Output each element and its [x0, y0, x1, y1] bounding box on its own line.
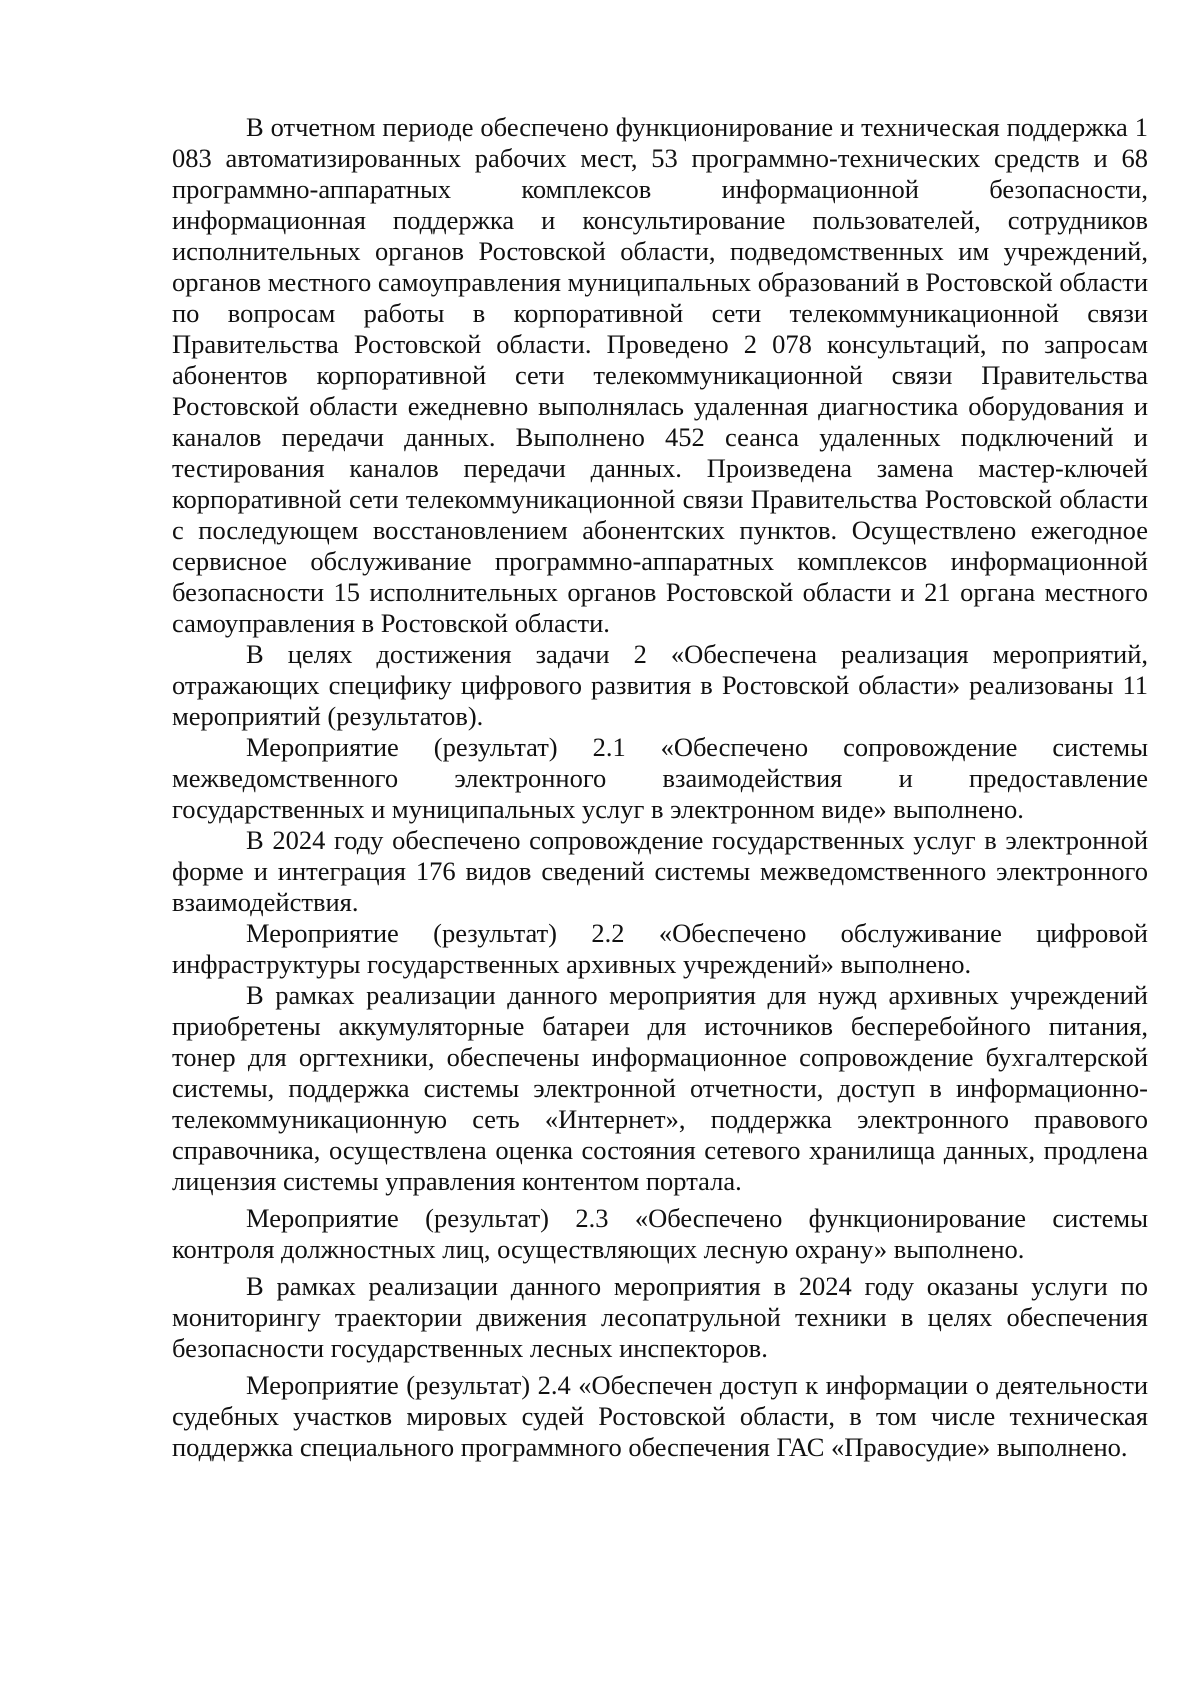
paragraph-measure-2-2-details: В рамках реализации данного мероприятия для нужд архивных учреждений приобретены аккумуляторные батареи для источников бесперебойного питания, тонер для оргтехники, обеспечены информационное сопровождение бухгалтерской системы, поддержка системы электронной отчетности, доступ в информационно-телекоммуникационную сеть «Интернет», поддержка электронного правового справочника, осуществлена оценка состояния сетевого хранилища данных, продлена лицензия системы управления контентом портала. [172, 980, 1148, 1196]
paragraph-measure-2-3-details: В рамках реализации данного мероприятия в 2024 году оказаны услуги по мониторингу траектории движения лесопатрульной техники в целях обеспечения безопасности государственных лесных инспекторов. [172, 1271, 1148, 1363]
document-body [172, 112, 1148, 1463]
paragraph-network-support: В отчетном периоде обеспечено функционирование и техническая поддержка 1 083 автоматизированных рабочих мест, 53 программно-технических средств и 68 программно-аппаратных комплексов информационной безопасности, информационная поддержка и консультирование пользователей, сотрудников исполнительных органов Ростовской области, подведомственных им учреждений, органов местного самоуправления муниципальных образований в Ростовской области по вопросам работы в корпоративной сети телекоммуникационной связи Правительства Ростовской области. Проведено 2 078 консультаций, по запросам абонентов корпоративной сети телекоммуникационной связи Правительства Ростовской области ежедневно выполнялась удаленная диагностика оборудования и каналов передачи данных. Выполнено 452 сеанса удаленных подключений и тестирования каналов передачи данных. Произведена замена мастер-ключей корпоративной сети телекоммуникационной связи Правительства Ростовской области с последующем восстановлением абонентских пунктов. Осуществлено ежегодное сервисное обслуживание программно-аппаратных комплексов информационной безопасности 15 исполнительных органов Ростовской области и 21 органа местного самоуправления в Ростовской области. [172, 112, 1148, 638]
paragraph-task-2-intro: В целях достижения задачи 2 «Обеспечена реализация мероприятий, отражающих специфику цифрового развития в Ростовской области» реализованы 11 мероприятий (результатов). [172, 639, 1148, 731]
paragraph-measure-2-1: Мероприятие (результат) 2.1 «Обеспечено сопровождение системы межведомственного электронного взаимодействия и предоставление государственных и муниципальных услуг в электронном виде» выполнено. [172, 732, 1148, 824]
paragraph-measure-2-2: Мероприятие (результат) 2.2 «Обеспечено обслуживание цифровой инфраструктуры государственных архивных учреждений» выполнено. [172, 918, 1148, 979]
paragraph-measure-2-1-details: В 2024 году обеспечено сопровождение государственных услуг в электронной форме и интеграция 176 видов сведений системы межведомственного электронного взаимодействия. [172, 825, 1148, 917]
paragraph-measure-2-3: Мероприятие (результат) 2.3 «Обеспечено функционирование системы контроля должностных лиц, осуществляющих лесную охрану» выполнено. [172, 1203, 1148, 1264]
paragraph-measure-2-4: Мероприятие (результат) 2.4 «Обеспечен доступ к информации о деятельности судебных участков мировых судей Ростовской области, в том числе техническая поддержка специального программного обеспечения ГАС «Правосудие» выполнено. [172, 1370, 1148, 1462]
